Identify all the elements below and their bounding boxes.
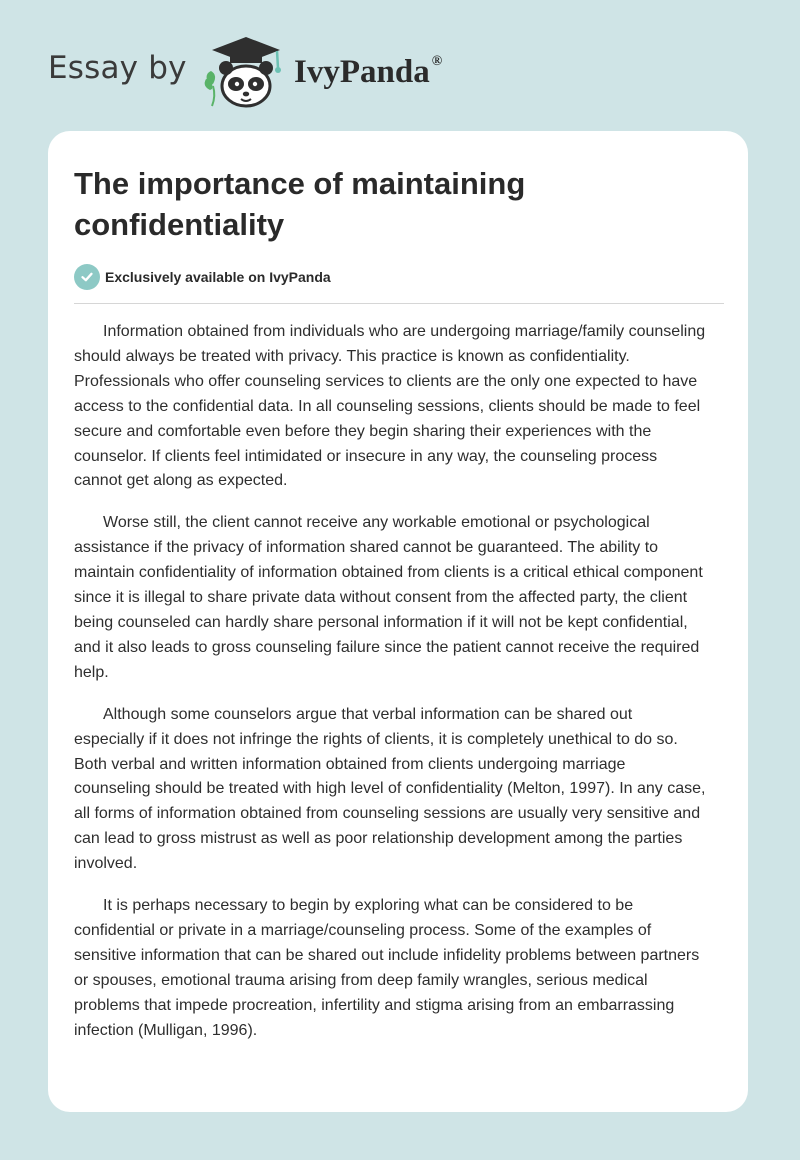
registered-mark: ®: [431, 54, 443, 69]
brand-prefix: Essay by: [48, 50, 187, 86]
paragraph: Although some counselors argue that verbal information can be shared out especially if it does not infringe the rights of clients, it is completely unethical to do so. Both verbal and written information obtained from clients undergoing marriage counseling should be treated with high level of confidentiality (Melton, 1997). In any case, all forms of information obtained from counseling sessions are usually very sensitive and can lead to gross mistrust as well as poor relationship development among the parties involved.: [74, 705, 706, 873]
divider: [74, 303, 724, 304]
paragraph: Information obtained from individuals who are undergoing marriage/family counseling should always be treated with privacy. This practice is known as confidentiality. Professionals who offer counseling services to clients are the only one expected to have access to the confidential data. In all counseling sessions, clients should be made to feel secure and comfortable even before they begin sharing their experiences with the counselor. If clients feel intimidated or insecure in any way, the counseling process cannot get along as expected.: [74, 323, 706, 490]
paragraph: Worse still, the client cannot receive any workable emotional or psychological assistance if the privacy of information shared cannot be guaranteed. The ability to maintain confidentiality of information obtained from clients is a critical ethical component since it is illegal to share private data without consent from the affected party, the client being counseled can hardly share personal information if it will not be kept confidential, and it also leads to gross counseling failure since the patient cannot receive the required help.: [74, 514, 703, 681]
brand-header[interactable]: [48, 28, 568, 114]
essay-card: [48, 131, 748, 1112]
paragraph: It is perhaps necessary to begin by exploring what can be considered to be confidential or private in a marriage/counseling process. Some of the examples of sensitive information that can be shared out include infidelity problems between partners or spouses, emotional trauma arising from deep family wrangles, serious medical problems that impede procreation, infertility and stigma arising from an embarrassing infection (Mulligan, 1996).: [74, 897, 700, 1039]
check-icon: [74, 264, 100, 290]
essay-body: [74, 320, 706, 1060]
exclusive-badge-label: Exclusively available on IvyPanda: [105, 269, 331, 285]
page-title: The importance of maintaining confidentiality: [74, 166, 526, 242]
ivypanda-logo-icon: [198, 28, 294, 114]
brand-name: IvyPanda ®: [294, 54, 443, 90]
exclusive-badge: [74, 264, 331, 290]
